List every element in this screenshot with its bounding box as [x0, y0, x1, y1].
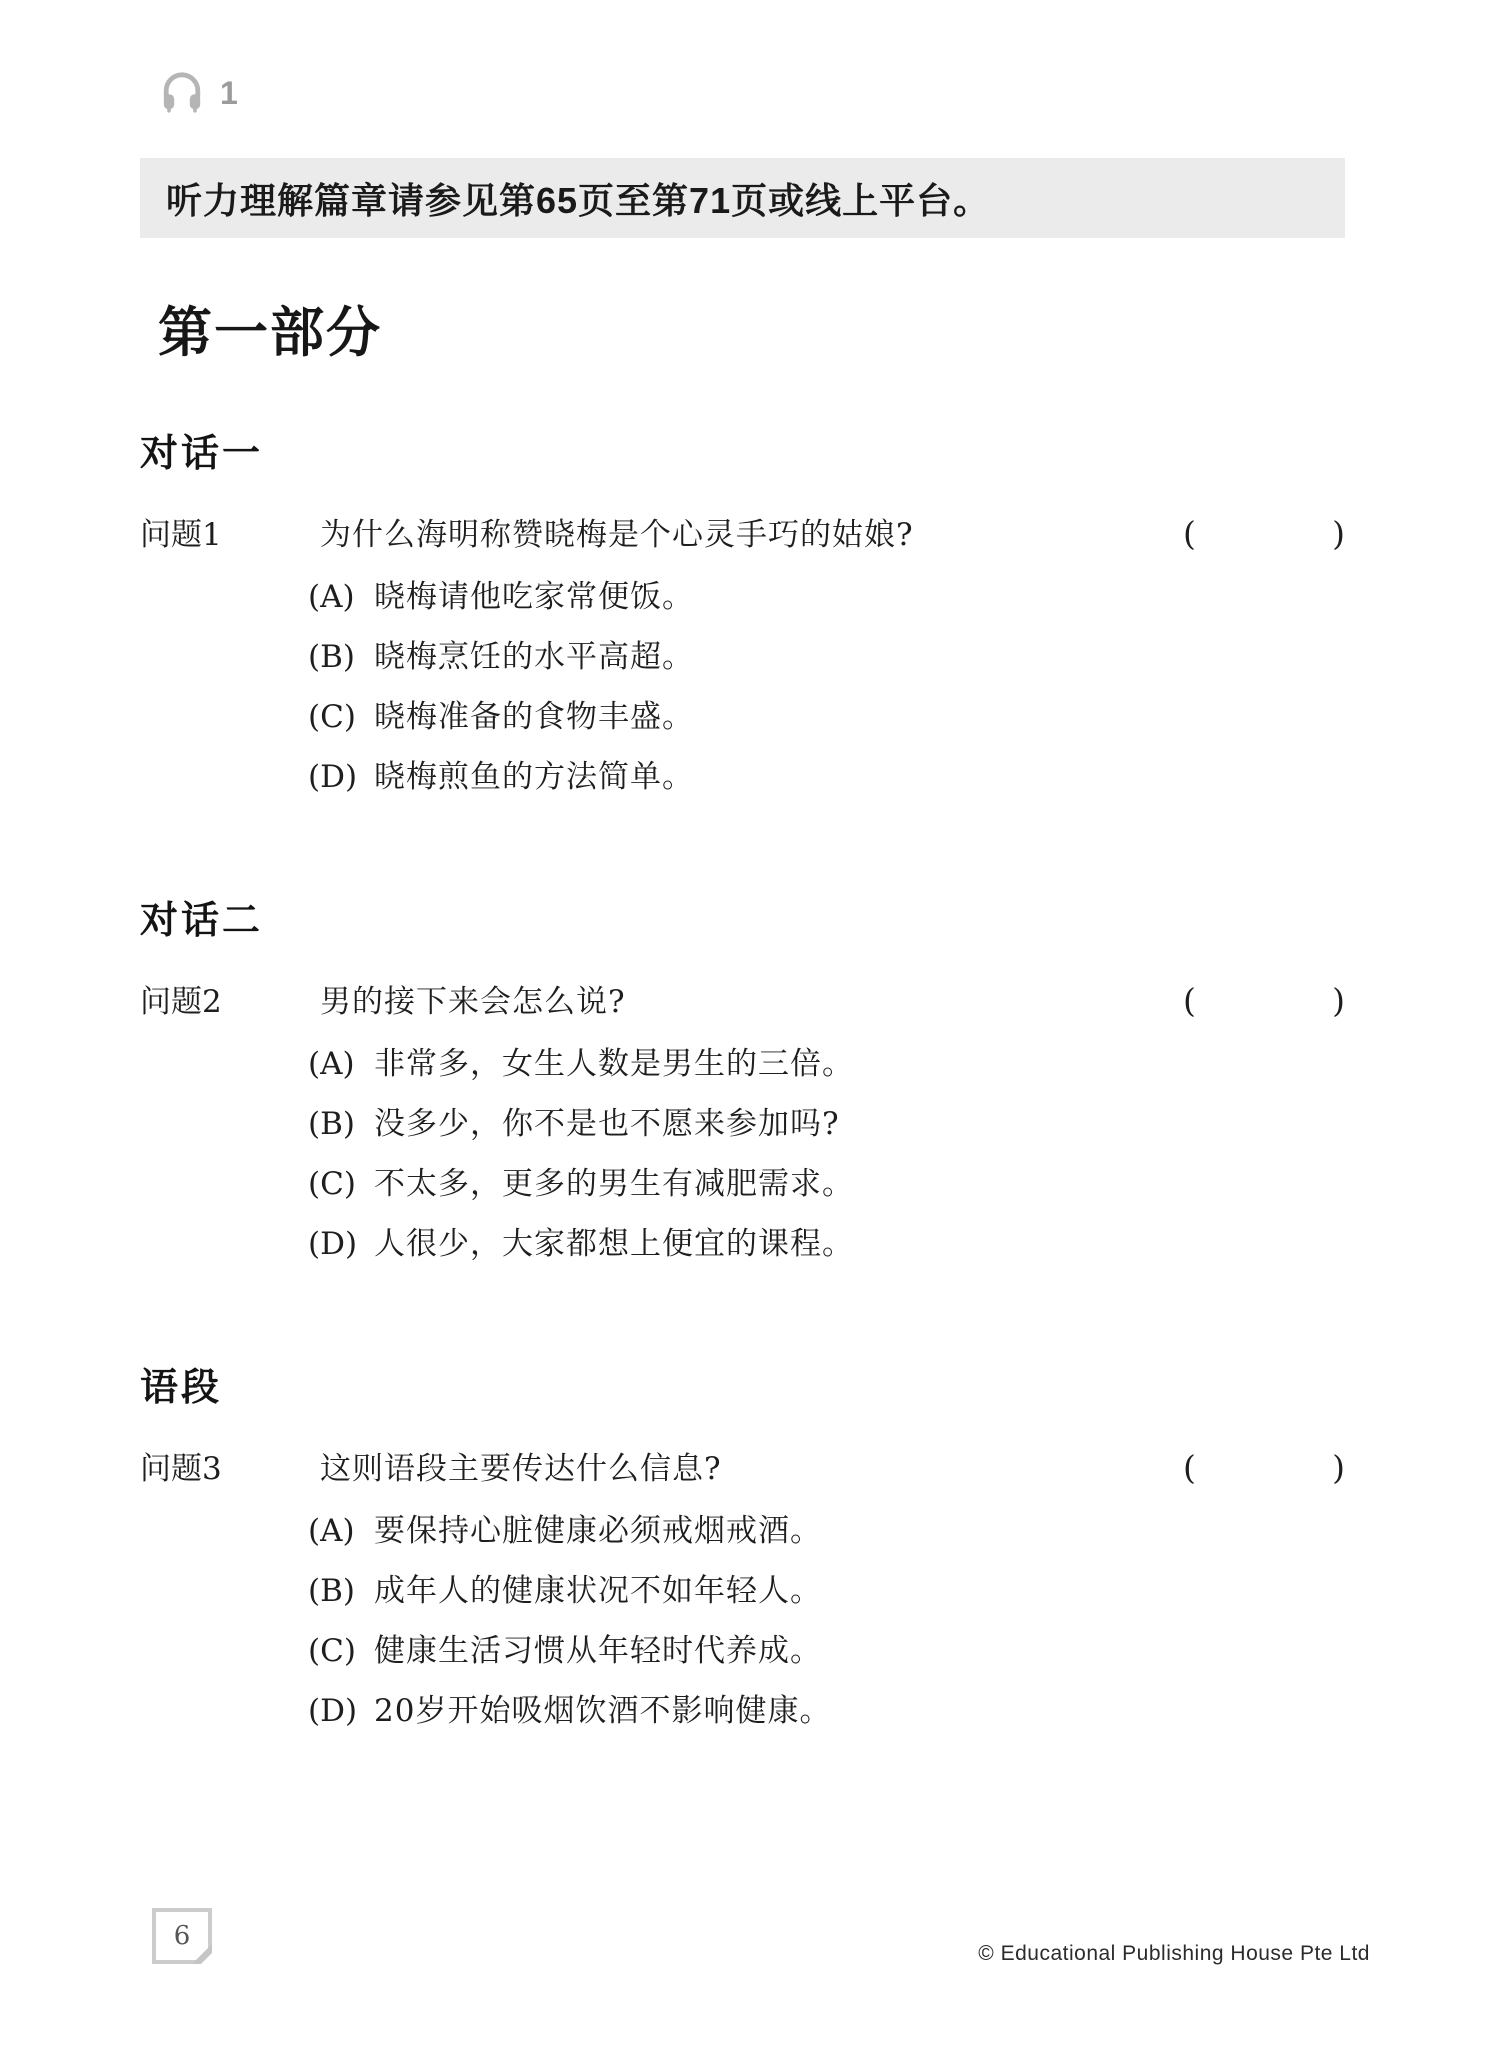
answer-brackets — [1183, 1446, 1345, 1490]
option-letter: (B) — [308, 1573, 355, 1610]
option-text: 晓梅准备的食物丰盛。 — [374, 699, 694, 736]
option-row-a — [308, 577, 1345, 617]
bracket-open: ( — [1183, 1448, 1196, 1488]
notice-banner — [140, 158, 1345, 238]
option-text: 健康生活习惯从年轻时代养成。 — [374, 1633, 822, 1670]
option-row-c — [308, 697, 1345, 737]
option-row-c — [308, 1164, 1345, 1204]
option-row-b — [308, 1104, 1345, 1144]
bracket-open: ( — [1183, 514, 1196, 554]
option-letter: (B) — [308, 639, 355, 676]
option-row-b — [308, 1571, 1345, 1611]
option-row-a — [308, 1044, 1345, 1084]
bracket-open: ( — [1183, 981, 1196, 1021]
audio-track-indicator — [158, 68, 1345, 118]
section-passage — [140, 1364, 1345, 1731]
option-letter: (D) — [308, 1693, 358, 1730]
option-text: 人很少，大家都想上便宜的课程。 — [374, 1226, 854, 1263]
copyright-text: © Educational Publishing House Pte Ltd — [978, 1942, 1370, 1965]
section-dialogue-2 — [140, 897, 1345, 1264]
option-text: 成年人的健康状况不如年轻人。 — [374, 1573, 822, 1610]
option-text: 没多少，你不是也不愿来参加吗? — [374, 1106, 840, 1143]
question-row — [140, 979, 1345, 1024]
section-heading: 语段 — [140, 1364, 223, 1410]
option-letter: (C) — [308, 1166, 356, 1203]
option-text: 20岁开始吸烟饮酒不影响健康。 — [374, 1693, 832, 1730]
bracket-close: ) — [1332, 1448, 1345, 1488]
headphones-icon — [158, 69, 206, 117]
question-row — [140, 1446, 1345, 1491]
option-text: 要保持心脏健康必须戒烟戒酒。 — [374, 1513, 822, 1550]
option-text: 晓梅请他吃家常便饭。 — [374, 579, 694, 616]
bracket-close: ) — [1332, 981, 1345, 1021]
question-label: 问题2 — [140, 984, 222, 1021]
option-letter: (A) — [308, 1513, 355, 1550]
option-row-d — [308, 1691, 1345, 1731]
option-letter: (B) — [308, 1106, 355, 1143]
option-row-a — [308, 1511, 1345, 1551]
section-heading: 对话二 — [140, 897, 264, 943]
page-number-box — [152, 1908, 212, 1964]
option-row-c — [308, 1631, 1345, 1671]
option-row-d — [308, 1224, 1345, 1264]
answer-brackets — [1183, 979, 1345, 1023]
question-text: 为什么海明称赞晓梅是个心灵手巧的姑娘? — [320, 517, 914, 554]
option-letter: (D) — [308, 759, 358, 796]
question-text: 男的接下来会怎么说? — [320, 984, 626, 1021]
option-text: 非常多，女生人数是男生的三倍。 — [374, 1046, 854, 1083]
answer-brackets — [1183, 512, 1345, 556]
question-row — [140, 512, 1345, 557]
page-corner-fold-cut — [201, 1953, 212, 1964]
option-text: 不太多，更多的男生有减肥需求。 — [374, 1166, 854, 1203]
option-letter: (A) — [308, 579, 355, 616]
option-letter: (A) — [308, 1046, 355, 1083]
option-text: 晓梅煎鱼的方法简单。 — [374, 759, 694, 796]
question-text: 这则语段主要传达什么信息? — [320, 1451, 722, 1488]
audio-track-number: 1 — [220, 75, 238, 111]
option-letter: (C) — [308, 1633, 356, 1670]
page-title: 第一部分 — [158, 303, 382, 363]
bracket-close: ) — [1332, 514, 1345, 554]
option-row-d — [308, 757, 1345, 797]
option-text: 晓梅烹饪的水平高超。 — [374, 639, 694, 676]
section-heading: 对话一 — [140, 430, 264, 476]
option-letter: (D) — [308, 1226, 358, 1263]
section-dialogue-1 — [140, 430, 1345, 797]
option-letter: (C) — [308, 699, 356, 736]
option-row-b — [308, 637, 1345, 677]
page-number: 6 — [173, 1921, 191, 1951]
notice-banner-text: 听力理解篇章请参见第65页至第71页或线上平台。 — [166, 179, 991, 221]
question-label: 问题1 — [140, 517, 222, 554]
question-label: 问题3 — [140, 1451, 222, 1488]
